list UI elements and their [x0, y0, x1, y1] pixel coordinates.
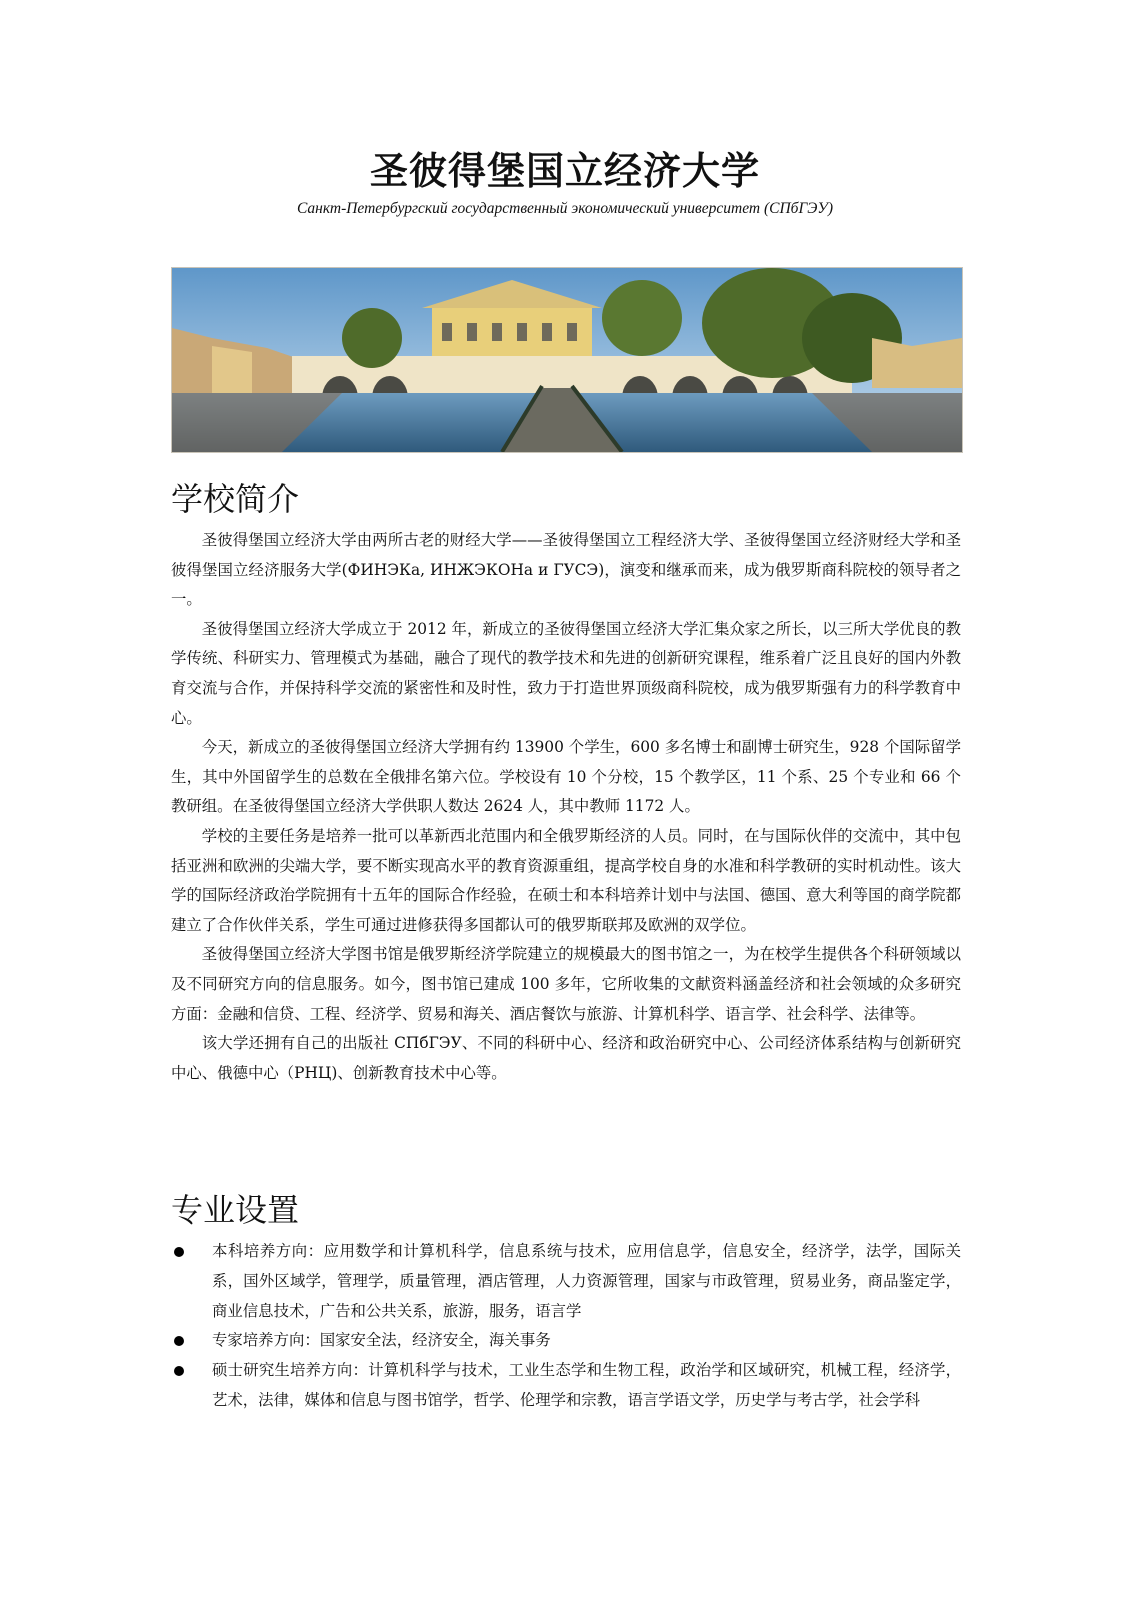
page-subtitle: Санкт-Петербургский государственный экономический университет (СПбГЭУ) [296, 200, 834, 217]
list-item [171, 1237, 961, 1326]
intro-paragraph: 今天，新成立的圣彼得堡国立经济大学拥有约 13900 个学生，600 多名博士和副博士研究生，928 个国际留学生，其中外国留学生的总数在全俄排名第六位。学校设有 10 个分校，15 个教学区，11 个系、25 个专业和 66 个教研组。在圣彼得堡国立经济大学供职人数达 2624 人，其中教师 1172 人。 [171, 738, 961, 816]
right-buildings [872, 338, 962, 388]
intro-body [171, 526, 961, 1088]
intro-paragraph: 圣彼得堡国立经济大学由两所古老的财经大学——圣彼得堡国立工程经济大学、圣彼得堡国立经济财经大学和圣彼得堡国立经济服务大学(ФИНЭКа, ИНЖЭКОНа и ГУСЭ)，演变和继承而来，成为俄罗斯商科院校的领导者之一。 [171, 531, 961, 609]
intro-paragraph: 学校的主要任务是培养一批可以革新西北范围内和全俄罗斯经济的人员。同时，在与国际伙伴的交流中，其中包括亚洲和欧洲的尖端大学，要不断实现高水平的教育资源重组，提高学校自身的水准和科学教研的实时机动性。该大学的国际经济政治学院拥有十五年的国际合作经验，在硕士和本科培养计划中与法国、德国、意大利等国的商学院都建立了合作伙伴关系，学生可通过进修获得多国都认可的俄罗斯联邦及欧洲的双学位。 [171, 826, 961, 934]
page-title: 圣彼得堡国立经济大学 [369, 148, 760, 193]
list-item [171, 1326, 961, 1356]
section-heading-intro: 学校简介 [171, 480, 300, 518]
bullet-icon [174, 1247, 184, 1257]
intro-paragraph: 该大学还拥有自己的出版社 СПбГЭУ、不同的科研中心、经济和政治研究中心、公司经济体系结构与创新研究中心、俄德中心（РНЦ)、创新教育技术中心等。 [171, 1034, 961, 1082]
intro-paragraph: 圣彼得堡国立经济大学成立于 2012 年，新成立的圣彼得堡国立经济大学汇集众家之所长，以三所大学优良的教学传统、科研实力、管理模式为基础，融合了现代的教学技术和先进的创新研究课程，维系着广泛且良好的国内外教育交流与合作，并保持科学交流的紧密性和及时性，致力于打造世界顶级商科院校，成为俄罗斯强有力的科学教育中心。 [171, 619, 961, 727]
list-item-text: 本科培养方向：应用数学和计算机科学，信息系统与技术，应用信息学，信息安全，经济学，法学，国际关系，国外区域学，管理学，质量管理，酒店管理，人力资源管理，国家与市政管理，贸易业务，商品鉴定学，商业信息技术，广告和公共关系，旅游，服务，语言学 [212, 1242, 961, 1320]
list-item [171, 1356, 961, 1416]
intro-paragraph: 圣彼得堡国立经济大学图书馆是俄罗斯经济学院建立的规模最大的图书馆之一，为在校学生提供各个科研领域以及不同研究方向的信息服务。如今，图书馆已建成 100 多年，它所收集的文献资料涵盖经济和社会领域的众多研究方面：金融和信贷、工程、经济学、贸易和海关、酒店餐饮与旅游、计算机科学、语言学、社会科学、法律等。 [171, 945, 961, 1023]
section-heading-majors: 专业设置 [171, 1191, 300, 1229]
bullet-icon [174, 1336, 184, 1346]
list-item-text: 硕士研究生培养方向：计算机科学与技术，工业生态学和生物工程，政治学和区域研究，机械工程，经济学，艺术，法律，媒体和信息与图书馆学，哲学、伦理学和宗教，语言学语文学，历史学与考古学，社会学科 [212, 1361, 961, 1409]
majors-list [171, 1237, 961, 1416]
list-item-text: 专家培养方向：国家安全法，经济安全，海关事务 [212, 1331, 551, 1350]
bullet-icon [174, 1366, 184, 1376]
campus-panorama-photo [171, 267, 963, 453]
campus-panorama-illustration [172, 268, 962, 452]
